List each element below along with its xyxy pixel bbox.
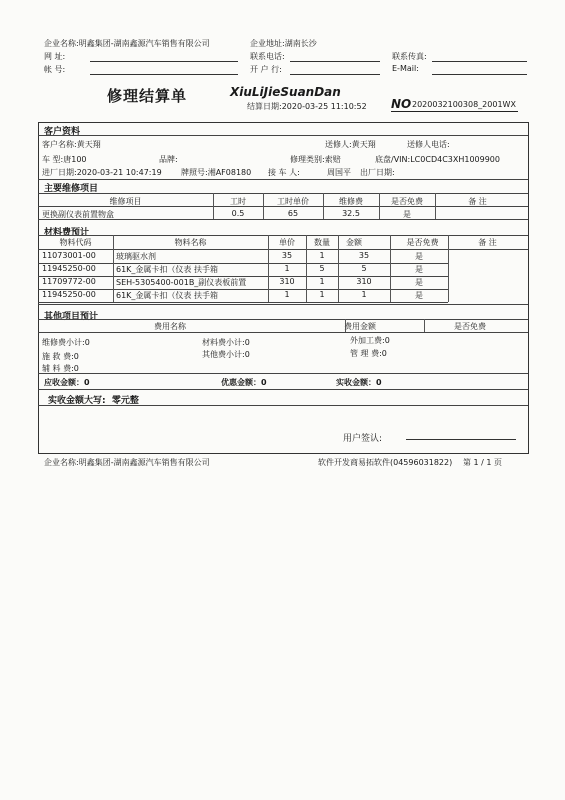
amount-in-words-label: 实收金额大写: (48, 396, 106, 406)
repair-col-item: 维修项目 (109, 197, 142, 206)
other-subtotal (202, 349, 250, 360)
receiver-label: 接 车 人: (268, 168, 300, 177)
rule (113, 235, 114, 302)
management-fee-label: 管 理 费: (350, 349, 382, 358)
repair-col-hours: 工时 (230, 197, 246, 206)
mat-row-free: 是 (415, 291, 423, 300)
repair-type-label: 修理类别: (290, 155, 325, 164)
company-row (44, 38, 210, 49)
rescue-fee-label: 施 救 费: (42, 352, 74, 361)
section-materials: 材料费预计 (44, 228, 90, 238)
model-row (42, 154, 87, 165)
material-subtotal (202, 337, 250, 348)
brand-label: 品牌: (159, 155, 178, 164)
repair-subtotal-label: 维修费小计: (42, 338, 85, 347)
bank-line (290, 74, 380, 75)
exit-date-label: 出厂日期: (360, 168, 395, 177)
receiver-value: 周国平 (327, 168, 351, 177)
rule (424, 319, 425, 332)
mat-row-amount: 5 (361, 264, 367, 273)
model-value: 唐100 (63, 155, 87, 164)
entry-date-value: 2020-03-21 10:47:19 (76, 168, 162, 177)
rule (379, 193, 380, 219)
rule (38, 405, 528, 406)
rule (448, 235, 449, 302)
address-label: 企业地址: (250, 39, 285, 48)
sender-name: 黄天翔 (351, 140, 376, 149)
rule (38, 332, 528, 333)
mat-col-free: 是否免费 (406, 238, 439, 247)
mat-col-qty: 数量 (314, 238, 330, 247)
vin-row (375, 154, 500, 165)
mat-col-amount: 金额 (346, 238, 362, 247)
rule (38, 319, 528, 320)
other-subtotal-value: 0 (244, 350, 250, 359)
phone-label: 联系电话: (250, 52, 285, 61)
aux-fee-value: 0 (73, 364, 79, 373)
mat-row-code: 11945250-00 (42, 264, 96, 273)
sender-row (325, 139, 376, 150)
document-title: 修理结算单 (107, 87, 188, 105)
outsource-fee-label: 外加工费: (350, 336, 385, 345)
address-value: 湖南长沙 (284, 39, 317, 48)
rule (263, 193, 264, 219)
settlement-date-label: 结算日期: (247, 102, 282, 111)
entry-date-row (42, 167, 162, 178)
other-col-free: 是否免费 (454, 322, 486, 331)
actual-received-value: 0 (376, 378, 382, 387)
mat-row-qty: 1 (319, 251, 325, 260)
rule (435, 193, 436, 219)
mat-row-free: 是 (415, 265, 423, 274)
mat-row-name: SEH-5305400-001B_副仪表板前置 (116, 278, 247, 287)
discount-label: 优惠金额： (221, 378, 261, 387)
signature-line[interactable] (406, 439, 516, 440)
rule (38, 206, 528, 207)
rule (213, 193, 214, 219)
section-other: 其他项目预计 (44, 312, 99, 322)
mat-row-name: 玻璃驱水剂 (116, 252, 156, 261)
rule (38, 249, 528, 250)
document-title-pinyin: XiuLiJieSuanDan (230, 85, 341, 99)
rule (38, 193, 528, 194)
repair-col-hour-price: 工时单价 (277, 197, 309, 206)
mat-row-qty: 5 (319, 264, 325, 273)
signature-label: 用户签认: (343, 434, 383, 444)
other-subtotal-label: 其他费小计: (202, 350, 245, 359)
sender-label: 送修人: (325, 140, 352, 149)
material-subtotal-value: 0 (244, 338, 250, 347)
repair-col-fee: 维修费 (339, 197, 363, 206)
rule (390, 235, 391, 302)
repair-col-remark: 备 注 (468, 197, 487, 206)
other-col-name: 费用名称 (154, 322, 186, 331)
phone-line (290, 61, 380, 62)
management-fee-value: 0 (381, 349, 387, 358)
email-line (432, 74, 527, 75)
customer-name-label: 客户名称: (42, 140, 77, 149)
rescue-fee-value: 0 (73, 352, 79, 361)
mat-col-code: 物料代码 (59, 238, 92, 247)
repair-subtotal (42, 337, 90, 348)
settlement-date-value: 2020-03-25 11:10:52 (281, 102, 367, 111)
mat-row-name: 61K_金属卡扣（仪表 扶手箱 (116, 291, 218, 300)
doc-number-label: NO (391, 97, 412, 111)
account-label: 帐 号: (44, 65, 66, 74)
mat-row-code: 11709772-00 (42, 277, 96, 286)
entry-date-label: 进厂日期: (42, 168, 77, 177)
rule (38, 389, 528, 390)
rule (38, 179, 528, 180)
outsource-fee (350, 335, 390, 346)
mat-row-free: 是 (415, 278, 423, 287)
doc-number-underline (391, 111, 518, 112)
repair-type-row (290, 154, 341, 165)
amount-in-words-value: 零元整 (111, 396, 139, 406)
outsource-fee-value: 0 (384, 336, 390, 345)
footer-company (44, 457, 210, 468)
section-repair: 主要维修项目 (44, 184, 99, 194)
fax-label: 联系传真: (392, 52, 427, 61)
company-label: 企业名称: (44, 39, 79, 48)
mat-row-price: 1 (284, 290, 290, 299)
model-label: 车 型: (42, 155, 64, 164)
mat-row-free: 是 (415, 252, 423, 261)
mat-col-price: 单价 (279, 238, 295, 247)
doc-number: 2020032100308_2001WX (412, 100, 516, 109)
rule (38, 135, 528, 136)
sender-phone-label: 送修人电话: (407, 140, 450, 149)
rule (338, 235, 339, 302)
material-subtotal-label: 材料费小计: (202, 338, 245, 347)
account-line (90, 74, 238, 75)
mat-row-amount: 310 (356, 277, 372, 286)
mat-col-remark: 备 注 (478, 238, 497, 247)
rule (38, 302, 448, 303)
repair-row-free: 是 (403, 210, 411, 219)
customer-name-row (42, 139, 101, 150)
repair-row-hour-price: 65 (287, 209, 299, 218)
fax-line (432, 61, 527, 62)
repair-col-free: 是否免费 (391, 197, 423, 206)
rescue-fee (42, 351, 79, 362)
rule (38, 373, 528, 374)
repair-type-value: 索赔 (324, 155, 341, 164)
plate-label: 牌照号: (181, 168, 208, 177)
vin-value: LC0CD4C3XH1009900 (410, 155, 500, 164)
mat-row-code: 11073001-00 (42, 251, 96, 260)
actual-received-label: 实收金额： (336, 378, 376, 387)
mat-row-qty: 1 (319, 290, 325, 299)
mat-row-qty: 1 (319, 277, 325, 286)
management-fee (350, 348, 387, 359)
mat-row-name: 61K_金属卡扣（仪表 扶手箱 (116, 265, 218, 274)
mat-row-price: 1 (284, 264, 290, 273)
receivable (44, 377, 90, 388)
address-row (250, 38, 317, 49)
mat-row-amount: 1 (361, 290, 367, 299)
mat-row-amount: 35 (358, 251, 370, 260)
mat-col-name: 物料名称 (174, 238, 207, 247)
receivable-label: 应收金额： (44, 378, 84, 387)
aux-fee-label: 辅 料 费: (42, 364, 74, 373)
company-name: 明鑫集团-湖南鑫源汽车销售有限公司 (78, 39, 210, 48)
mat-row-price: 35 (281, 251, 293, 260)
plate-value: 湘AF08180 (207, 168, 252, 177)
website-line (90, 61, 238, 62)
plate-row (181, 167, 251, 178)
repair-subtotal-value: 0 (84, 338, 90, 347)
other-col-amount: 费用金额 (344, 322, 376, 331)
mat-row-code: 11945250-00 (42, 290, 96, 299)
footer-page: 第 1 / 1 页 (463, 458, 503, 467)
repair-row-fee: 32.5 (342, 209, 360, 218)
mat-row-price: 310 (279, 277, 295, 286)
discount-value: 0 (261, 378, 267, 387)
customer-name: 黄天翔 (76, 140, 101, 149)
rule (306, 235, 307, 302)
bank-label: 开 户 行: (250, 65, 282, 74)
rule (345, 319, 346, 332)
rule (38, 219, 528, 220)
vin-label: 底盘/VIN: (375, 155, 411, 164)
settlement-date (247, 101, 367, 112)
footer-company-label: 企业名称: (44, 458, 79, 467)
discount (221, 377, 267, 388)
rule (268, 235, 269, 302)
section-customer: 客户资料 (44, 127, 81, 137)
rule (38, 235, 528, 236)
email-label: E-Mail: (392, 64, 419, 73)
rule (38, 304, 528, 305)
repair-row-hours: 0.5 (231, 209, 245, 218)
receivable-value: 0 (84, 378, 90, 387)
website-label: 网 址: (44, 52, 66, 61)
footer-developer: 软件开发商易拓软件(04596031822) (318, 458, 453, 467)
actual-received (336, 377, 382, 388)
repair-row-item: 更换副仪表前置物盒 (42, 210, 114, 219)
footer-company-name: 明鑫集团-湖南鑫源汽车销售有限公司 (78, 458, 210, 467)
rule (323, 193, 324, 219)
